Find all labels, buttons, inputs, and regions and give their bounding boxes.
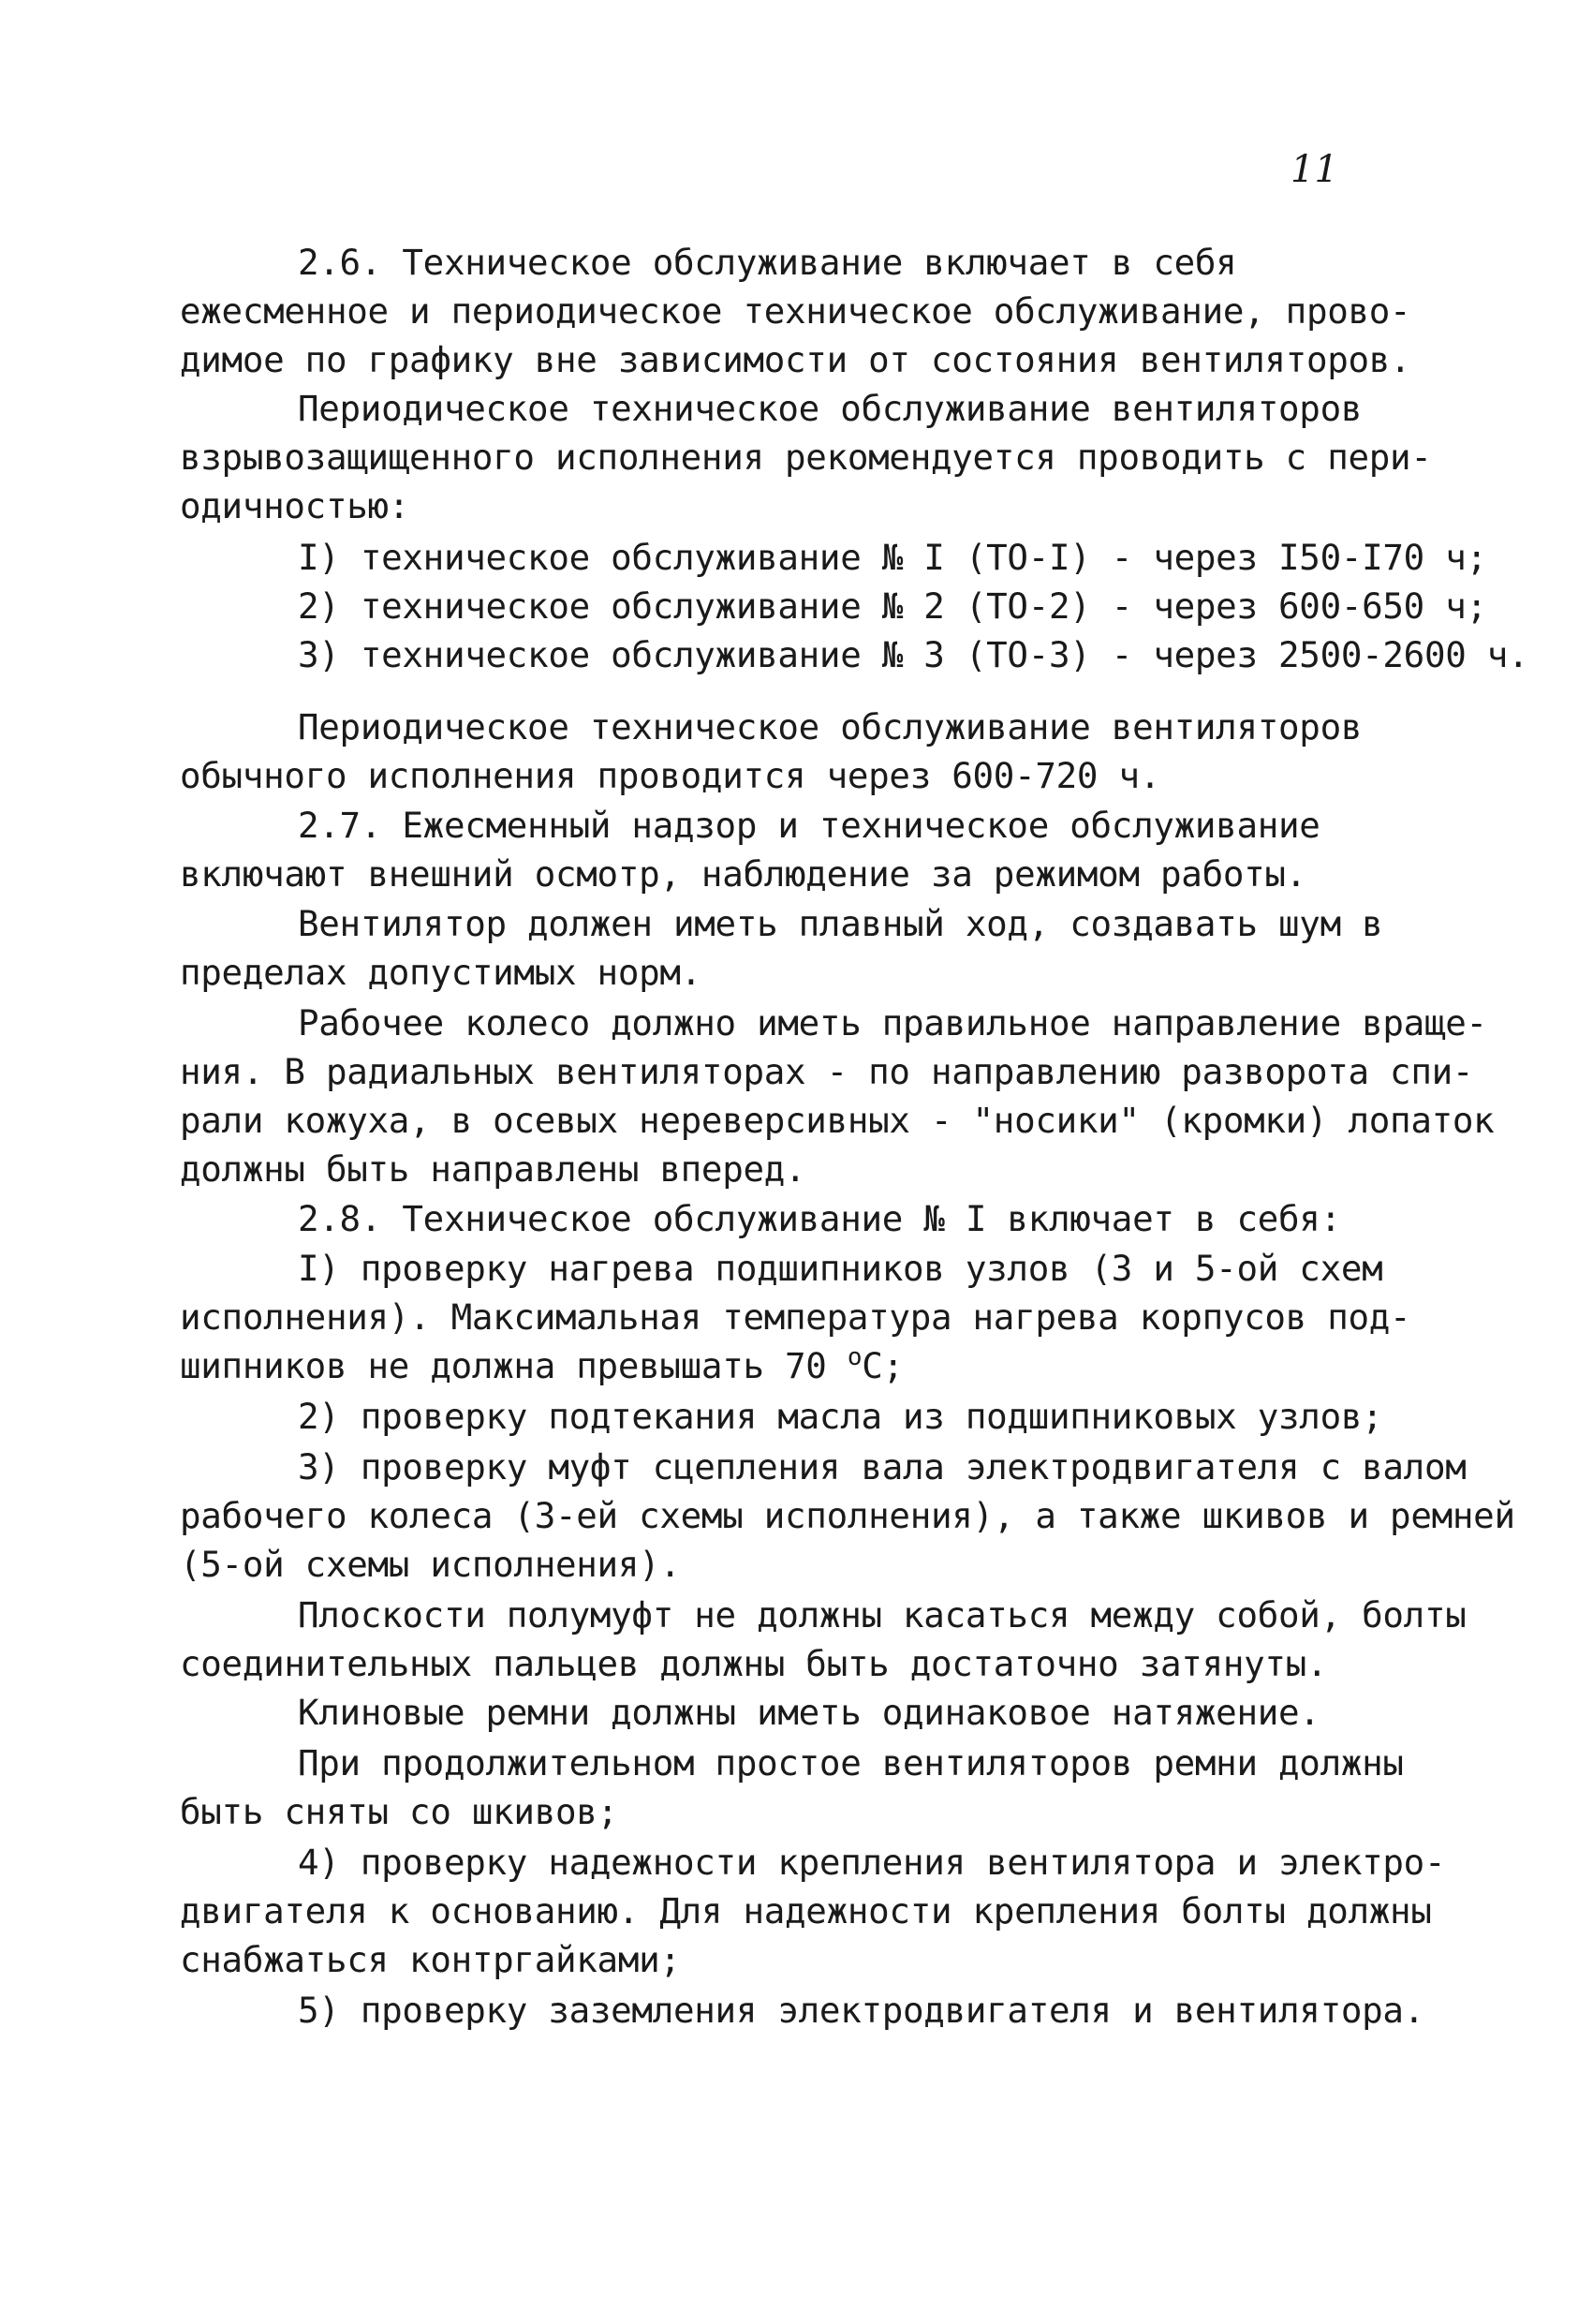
paragraph-line: Плоскости полумуфт не должны касаться между собой, болты — [298, 1594, 1467, 1636]
paragraph-line: одичностью: — [180, 485, 410, 526]
paragraph-line: Рабочее колесо должно иметь правильное направление враще- — [298, 1002, 1487, 1044]
text-fragment: С; — [862, 1345, 904, 1386]
paragraph-line: Клиновые ремни должны иметь одинаковое натяжение. — [298, 1692, 1320, 1733]
paragraph-line: исполнения). Максимальная температура нагрева корпусов под- — [180, 1296, 1411, 1338]
paragraph-line: Периодическое техническое обслуживание вентиляторов — [298, 706, 1363, 748]
paragraph-line: Периодическое техническое обслуживание вентиляторов — [298, 388, 1363, 429]
list-item: I) техническое обслуживание № I (ТО-I) - через I50-I70 ч; — [298, 537, 1487, 578]
text-fragment: шипников не должна превышать 70 — [180, 1345, 848, 1386]
paragraph-line: обычного исполнения проводится через 600-720 ч. — [180, 755, 1161, 796]
list-item: I) проверку нагрева подшипников узлов (3 и 5-ой схем — [298, 1248, 1383, 1289]
list-item: 4) проверку надежности крепления вентилятора и электро- — [298, 1842, 1446, 1883]
paragraph-line: 2.8. Техническое обслуживание № I включает в себя: — [298, 1198, 1341, 1239]
list-item: 3) проверку муфт сцепления вала электродвигателя с валом — [298, 1446, 1467, 1488]
paragraph-line: двигателя к основанию. Для надежности крепления болты должны — [180, 1890, 1432, 1932]
paragraph-line: димое по графику вне зависимости от состояния вентиляторов. — [180, 339, 1411, 380]
list-item: 5) проверку заземления электродвигателя и вентилятора. — [298, 1990, 1424, 2031]
paragraph-line: рали кожуха, в осевых нереверсивных - "носики" (кромки) лопаток — [180, 1100, 1495, 1141]
paragraph-line: ния. В радиальных вентиляторах - по направлению разворота спи- — [180, 1051, 1474, 1092]
paragraph-line — [180, 1341, 904, 1390]
paragraph-line: взрывозащищенного исполнения рекомендуется проводить с пери- — [180, 437, 1432, 478]
list-item: 3) техническое обслуживание № 3 (ТО-3) - через 2500-2600 ч. — [298, 634, 1529, 675]
list-item: 2) проверку подтекания масла из подшипниковых узлов; — [298, 1396, 1383, 1437]
page-number: 11 — [1291, 148, 1338, 191]
paragraph-line: включают внешний осмотр, наблюдение за режимом работы. — [180, 853, 1306, 895]
paragraph-line: быть сняты со шкивов; — [180, 1791, 618, 1832]
paragraph-line: При продолжительном простое вентиляторов ремни должны — [298, 1742, 1404, 1784]
paragraph-line: снабжаться контргайками; — [180, 1939, 681, 1980]
paragraph-line: 2.6. Техническое обслуживание включает в себя — [298, 242, 1237, 283]
paragraph-line: Вентилятор должен иметь плавный ход, создавать шум в — [298, 903, 1383, 944]
paragraph-line: (5-ой схемы исполнения). — [180, 1544, 681, 1585]
degree-mark: о — [847, 1343, 863, 1371]
paragraph-line: рабочего колеса (3-ей схемы исполнения), а также шкивов и ремней — [180, 1495, 1515, 1536]
paragraph-line: соединительных пальцев должны быть достаточно затянуты. — [180, 1643, 1328, 1684]
paragraph-line: должны быть направлены вперед. — [180, 1148, 806, 1190]
list-item: 2) техническое обслуживание № 2 (ТО-2) - через 600-650 ч; — [298, 585, 1487, 627]
paragraph-line: ежесменное и периодическое техническое обслуживание, прово- — [180, 290, 1411, 332]
paragraph-line: пределах допустимых норм. — [180, 952, 701, 993]
paragraph-line: 2.7. Ежесменный надзор и техническое обслуживание — [298, 805, 1320, 846]
